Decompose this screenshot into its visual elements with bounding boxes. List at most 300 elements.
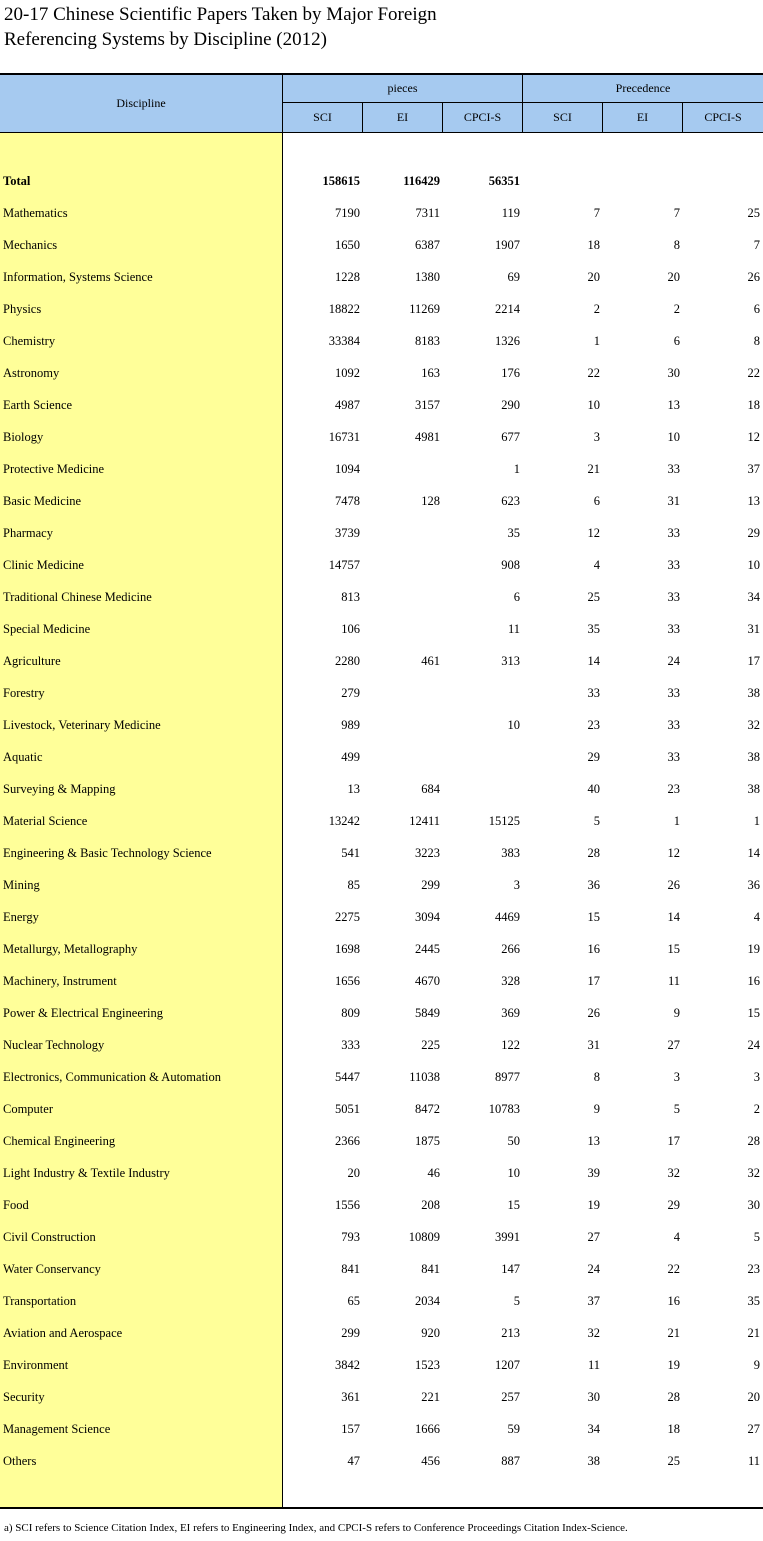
cell-pieces-ei: 8183: [415, 334, 440, 348]
cell-precedence-sci: 5: [593, 814, 600, 828]
discipline-name: Light Industry & Textile Industry: [3, 1166, 170, 1180]
discipline-name: Clinic Medicine: [3, 558, 84, 572]
table-row: [0, 517, 763, 549]
cell-precedence-sci: 28: [587, 846, 600, 860]
cell-pieces-ei: 1666: [415, 1422, 440, 1436]
cell-pieces-sci: 16731: [328, 430, 360, 444]
cell-precedence-cpci-s: 24: [747, 1038, 760, 1052]
cell-precedence-ei: 5: [673, 1102, 680, 1116]
table-row: [0, 453, 763, 485]
cell-precedence-cpci-s: 7: [753, 238, 760, 252]
cell-precedence-cpci-s: 31: [747, 622, 760, 636]
cell-precedence-sci: 6: [593, 494, 600, 508]
cell-pieces-ei: [363, 581, 440, 613]
cell-pieces-ei: [363, 741, 440, 773]
discipline-name: Information, Systems Science: [3, 270, 153, 284]
cell-pieces-ei: 163: [421, 366, 440, 380]
footnote: a) SCI refers to Science Citation Index, EI refers to Engineering Index, and CPCI-S refers to Conference Proceedings Citation Index-Science.: [4, 1522, 628, 1534]
cell-pieces-sci: 14757: [328, 558, 360, 572]
header-divider: [602, 102, 603, 133]
cell-pieces-sci: 7478: [335, 494, 360, 508]
cell-pieces-ei: 10809: [408, 1230, 440, 1244]
cell-precedence-ei: 9: [673, 1006, 680, 1020]
cell-pieces-cpci-s: 122: [501, 1038, 520, 1052]
discipline-name: Energy: [3, 910, 39, 924]
table-row: [0, 1445, 763, 1477]
cell-precedence-cpci-s: 4: [753, 910, 760, 924]
cell-pieces-sci: 813: [341, 590, 360, 604]
cell-precedence-cpci-s: 30: [747, 1198, 760, 1212]
cell-pieces-ei: [363, 613, 440, 645]
table-row: [0, 581, 763, 613]
cell-precedence-cpci-s: 11: [747, 1454, 760, 1468]
cell-pieces-sci: 157: [341, 1422, 360, 1436]
cell-precedence-cpci-s: 23: [747, 1262, 760, 1276]
cell-precedence-sci: 32: [587, 1326, 600, 1340]
cell-precedence-ei: 33: [667, 558, 680, 572]
cell-pieces-sci: 158615: [322, 174, 360, 188]
discipline-name: Traditional Chinese Medicine: [3, 590, 152, 604]
cell-precedence-sci: 10: [587, 398, 600, 412]
header-divider: [282, 75, 283, 133]
cell-pieces-sci: 3842: [335, 1358, 360, 1372]
cell-pieces-ei: [363, 549, 440, 581]
cell-precedence-ei: 28: [667, 1390, 680, 1404]
table-row: [0, 229, 763, 261]
cell-precedence-sci: 11: [587, 1358, 600, 1372]
cell-precedence-ei: 22: [667, 1262, 680, 1276]
cell-precedence-sci: 19: [587, 1198, 600, 1212]
cell-precedence-sci: 14: [587, 654, 600, 668]
cell-precedence-sci: 8: [593, 1070, 600, 1084]
cell-pieces-sci: 1228: [335, 270, 360, 284]
cell-precedence-sci: 37: [587, 1294, 600, 1308]
cell-pieces-sci: 85: [347, 878, 360, 892]
cell-pieces-sci: 1656: [335, 974, 360, 988]
cell-precedence-sci: 7: [593, 206, 600, 220]
cell-pieces-sci: 793: [341, 1230, 360, 1244]
header-divider: [283, 102, 763, 103]
cell-precedence-cpci-s: 1: [753, 814, 760, 828]
cell-precedence-ei: 27: [667, 1038, 680, 1052]
cell-pieces-cpci-s: 257: [501, 1390, 520, 1404]
cell-pieces-ei: [363, 677, 440, 709]
cell-precedence-sci: 26: [587, 1006, 600, 1020]
discipline-name: Mechanics: [3, 238, 58, 252]
cell-precedence-ei: 11: [667, 974, 680, 988]
table-row: [0, 1349, 763, 1381]
cell-pieces-cpci-s: 677: [501, 430, 520, 444]
cell-precedence-ei: 17: [667, 1134, 680, 1148]
cell-precedence-sci: 17: [587, 974, 600, 988]
cell-precedence-ei: 33: [667, 686, 680, 700]
table-row: [0, 613, 763, 645]
cell-precedence-sci: 4: [593, 558, 600, 572]
cell-precedence-sci: 36: [587, 878, 600, 892]
table-row: [0, 389, 763, 421]
cell-precedence-cpci-s: 10: [747, 558, 760, 572]
cell-pieces-ei: 225: [421, 1038, 440, 1052]
cell-pieces-ei: 11269: [409, 302, 440, 316]
cell-pieces-sci: 499: [341, 750, 360, 764]
cell-precedence-cpci-s: 32: [747, 1166, 760, 1180]
cell-precedence-sci: 18: [587, 238, 600, 252]
cell-pieces-sci: 65: [347, 1294, 360, 1308]
discipline-name: Biology: [3, 430, 44, 444]
cell-precedence-ei: 33: [667, 718, 680, 732]
cell-pieces-ei: 920: [421, 1326, 440, 1340]
discipline-name: Food: [3, 1198, 29, 1212]
cell-pieces-cpci-s: 1: [513, 462, 520, 476]
cell-precedence-cpci-s: 17: [747, 654, 760, 668]
cell-pieces-ei: 221: [421, 1390, 440, 1404]
discipline-name: Nuclear Technology: [3, 1038, 105, 1052]
table-row: [0, 1061, 763, 1093]
cell-precedence-sci: 1: [593, 334, 600, 348]
cell-precedence-ei: 10: [667, 430, 680, 444]
cell-precedence-cpci-s: 22: [747, 366, 760, 380]
cell-pieces-ei: 12411: [409, 814, 440, 828]
cell-precedence-cpci-s: 16: [747, 974, 760, 988]
table-row: [0, 1189, 763, 1221]
cell-precedence-cpci-s: 38: [747, 750, 760, 764]
cell-pieces-cpci-s: 328: [501, 974, 520, 988]
table-row: [0, 549, 763, 581]
table-row: [0, 1221, 763, 1253]
cell-precedence-sci: 15: [587, 910, 600, 924]
cell-pieces-ei: 7311: [415, 206, 440, 220]
cell-precedence-sci: 27: [587, 1230, 600, 1244]
table-row: [0, 1381, 763, 1413]
discipline-name: Transportation: [3, 1294, 77, 1308]
cell-precedence-cpci-s: 27: [747, 1422, 760, 1436]
table-row: [0, 1125, 763, 1157]
cell-precedence-ei: 21: [667, 1326, 680, 1340]
header-divider: [362, 102, 363, 133]
cell-pieces-ei: 3094: [415, 910, 440, 924]
cell-pieces-cpci-s: 8977: [495, 1070, 520, 1084]
discipline-name: Earth Science: [3, 398, 73, 412]
table-row: [0, 1413, 763, 1445]
cell-pieces-sci: 106: [341, 622, 360, 636]
cell-pieces-ei: 2445: [415, 942, 440, 956]
cell-precedence-sci: 34: [587, 1422, 600, 1436]
cell-pieces-ei: 128: [421, 494, 440, 508]
discipline-name: Machinery, Instrument: [3, 974, 117, 988]
table-row: [0, 1253, 763, 1285]
cell-pieces-ei: 461: [421, 654, 440, 668]
cell-pieces-cpci-s: 908: [501, 558, 520, 572]
cell-precedence-ei: 2: [673, 302, 680, 316]
cell-pieces-cpci-s: 887: [501, 1454, 520, 1468]
discipline-name: Special Medicine: [3, 622, 91, 636]
table-row: [0, 197, 763, 229]
cell-pieces-ei: 11038: [409, 1070, 440, 1084]
cell-pieces-sci: 18822: [328, 302, 360, 316]
cell-precedence-cpci-s: 2: [753, 1102, 760, 1116]
discipline-name: Mathematics: [3, 206, 68, 220]
cell-precedence-ei: 29: [667, 1198, 680, 1212]
discipline-name: Chemistry: [3, 334, 56, 348]
cell-precedence-sci: 22: [587, 366, 600, 380]
cell-pieces-cpci-s: 69: [507, 270, 520, 284]
cell-precedence-ei: 30: [667, 366, 680, 380]
cell-pieces-sci: 13242: [328, 814, 360, 828]
cell-pieces-cpci-s: 6: [513, 590, 520, 604]
cell-pieces-cpci-s: 15125: [488, 814, 520, 828]
cell-precedence-sci: 20: [587, 270, 600, 284]
table-row: [0, 1285, 763, 1317]
cell-precedence-cpci-s: 12: [747, 430, 760, 444]
cell-precedence-cpci-s: [683, 165, 760, 197]
cell-pieces-ei: [363, 453, 440, 485]
discipline-name: Water Conservancy: [3, 1262, 101, 1276]
cell-precedence-ei: 25: [667, 1454, 680, 1468]
cell-pieces-cpci-s: 4469: [495, 910, 520, 924]
cell-pieces-cpci-s: 3991: [495, 1230, 520, 1244]
cell-precedence-cpci-s: 20: [747, 1390, 760, 1404]
cell-precedence-cpci-s: 6: [753, 302, 760, 316]
cell-precedence-sci: 29: [587, 750, 600, 764]
table-row: [0, 677, 763, 709]
cell-precedence-cpci-s: 35: [747, 1294, 760, 1308]
cell-pieces-cpci-s: [443, 677, 520, 709]
cell-precedence-cpci-s: 19: [747, 942, 760, 956]
cell-precedence-cpci-s: 28: [747, 1134, 760, 1148]
cell-precedence-cpci-s: 38: [747, 686, 760, 700]
header-pieces-sci: SCI: [283, 103, 362, 132]
cell-precedence-ei: 19: [667, 1358, 680, 1372]
discipline-name: Physics: [3, 302, 42, 316]
cell-precedence-sci: 16: [587, 942, 600, 956]
discipline-name: Forestry: [3, 686, 45, 700]
cell-pieces-sci: 1092: [335, 366, 360, 380]
cell-precedence-cpci-s: 25: [747, 206, 760, 220]
cell-pieces-cpci-s: 213: [501, 1326, 520, 1340]
cell-precedence-sci: 35: [587, 622, 600, 636]
cell-pieces-sci: 1556: [335, 1198, 360, 1212]
cell-precedence-cpci-s: 5: [753, 1230, 760, 1244]
cell-pieces-cpci-s: 1207: [495, 1358, 520, 1372]
cell-pieces-sci: 333: [341, 1038, 360, 1052]
cell-precedence-ei: 6: [673, 334, 680, 348]
cell-pieces-cpci-s: 1326: [495, 334, 520, 348]
cell-pieces-sci: 2275: [335, 910, 360, 924]
cell-pieces-sci: 989: [341, 718, 360, 732]
cell-precedence-ei: 16: [667, 1294, 680, 1308]
cell-precedence-cpci-s: 36: [747, 878, 760, 892]
table-row: [0, 709, 763, 741]
discipline-name: Basic Medicine: [3, 494, 82, 508]
title-line-2: Referencing Systems by Discipline (2012): [4, 29, 327, 50]
table-row: [0, 741, 763, 773]
cell-pieces-ei: 4670: [415, 974, 440, 988]
header-divider: [682, 102, 683, 133]
table-row: [0, 933, 763, 965]
cell-precedence-cpci-s: 15: [747, 1006, 760, 1020]
cell-precedence-ei: 31: [667, 494, 680, 508]
discipline-name: Environment: [3, 1358, 69, 1372]
table-row: [0, 1317, 763, 1349]
cell-pieces-ei: 299: [421, 878, 440, 892]
cell-precedence-ei: 33: [667, 622, 680, 636]
cell-pieces-ei: [363, 709, 440, 741]
cell-pieces-sci: 1698: [335, 942, 360, 956]
cell-pieces-cpci-s: 15: [507, 1198, 520, 1212]
cell-precedence-sci: 40: [587, 782, 600, 796]
discipline-name: Protective Medicine: [3, 462, 105, 476]
cell-precedence-ei: 13: [667, 398, 680, 412]
cell-precedence-ei: 20: [667, 270, 680, 284]
discipline-name: Civil Construction: [3, 1230, 96, 1244]
cell-pieces-ei: 3157: [415, 398, 440, 412]
cell-pieces-ei: 2034: [415, 1294, 440, 1308]
table-row: [0, 357, 763, 389]
cell-precedence-ei: [603, 165, 680, 197]
cell-pieces-ei: 1523: [415, 1358, 440, 1372]
cell-pieces-ei: 3223: [415, 846, 440, 860]
cell-precedence-sci: [523, 165, 600, 197]
cell-precedence-cpci-s: 34: [747, 590, 760, 604]
table-row: [0, 837, 763, 869]
cell-pieces-cpci-s: 5: [513, 1294, 520, 1308]
cell-pieces-sci: 33384: [328, 334, 360, 348]
cell-precedence-sci: 25: [587, 590, 600, 604]
table-row-total: [0, 165, 763, 197]
table-row: [0, 997, 763, 1029]
cell-precedence-ei: 32: [667, 1166, 680, 1180]
cell-pieces-cpci-s: 147: [501, 1262, 520, 1276]
cell-precedence-cpci-s: 18: [747, 398, 760, 412]
discipline-name: Mining: [3, 878, 40, 892]
cell-precedence-sci: 33: [587, 686, 600, 700]
cell-precedence-sci: 21: [587, 462, 600, 476]
discipline-name: Chemical Engineering: [3, 1134, 116, 1148]
cell-precedence-ei: 4: [673, 1230, 680, 1244]
table-row: [0, 325, 763, 357]
header-precedence-ei: EI: [603, 103, 682, 132]
cell-pieces-sci: 279: [341, 686, 360, 700]
discipline-name: Livestock, Veterinary Medicine: [3, 718, 161, 732]
header-divider: [442, 102, 443, 133]
cell-pieces-cpci-s: 176: [501, 366, 520, 380]
cell-precedence-ei: 33: [667, 462, 680, 476]
cell-precedence-ei: 24: [667, 654, 680, 668]
table-row: [0, 293, 763, 325]
cell-precedence-ei: 12: [667, 846, 680, 860]
cell-pieces-ei: 46: [427, 1166, 440, 1180]
discipline-name: Pharmacy: [3, 526, 53, 540]
discipline-name: Surveying & Mapping: [3, 782, 116, 796]
cell-precedence-cpci-s: 13: [747, 494, 760, 508]
header-discipline: Discipline: [0, 75, 282, 132]
cell-pieces-sci: 2366: [335, 1134, 360, 1148]
cell-pieces-cpci-s: 11: [507, 622, 520, 636]
cell-precedence-cpci-s: 21: [747, 1326, 760, 1340]
cell-pieces-cpci-s: [443, 741, 520, 773]
cell-pieces-ei: 684: [421, 782, 440, 796]
discipline-name: Agriculture: [3, 654, 61, 668]
discipline-name: Electronics, Communication & Automation: [3, 1070, 222, 1084]
cell-precedence-sci: 23: [587, 718, 600, 732]
cell-precedence-ei: 26: [667, 878, 680, 892]
cell-pieces-sci: 841: [341, 1262, 360, 1276]
cell-pieces-ei: 1875: [415, 1134, 440, 1148]
table-row: [0, 1093, 763, 1125]
cell-pieces-cpci-s: 1907: [495, 238, 520, 252]
header-pieces: pieces: [283, 75, 522, 102]
table-row: [0, 869, 763, 901]
cell-pieces-cpci-s: 119: [501, 206, 520, 220]
discipline-name: Management Science: [3, 1422, 111, 1436]
cell-pieces-cpci-s: 10783: [488, 1102, 520, 1116]
cell-pieces-ei: 4981: [415, 430, 440, 444]
table-row: [0, 1029, 763, 1061]
header-precedence-cpci-s: CPCI-S: [683, 103, 763, 132]
cell-precedence-ei: 33: [667, 750, 680, 764]
cell-pieces-sci: 2280: [335, 654, 360, 668]
cell-pieces-cpci-s: 266: [501, 942, 520, 956]
discipline-name: Security: [3, 1390, 45, 1404]
cell-pieces-sci: 1650: [335, 238, 360, 252]
table-row: [0, 805, 763, 837]
cell-precedence-sci: 12: [587, 526, 600, 540]
table-row: [0, 773, 763, 805]
discipline-name: Metallurgy, Metallography: [3, 942, 138, 956]
cell-pieces-ei: [363, 517, 440, 549]
cell-precedence-ei: 8: [673, 238, 680, 252]
discipline-name: Computer: [3, 1102, 53, 1116]
table-row: [0, 1157, 763, 1189]
cell-precedence-ei: 33: [667, 590, 680, 604]
cell-precedence-sci: 38: [587, 1454, 600, 1468]
cell-pieces-sci: 47: [347, 1454, 360, 1468]
discipline-name: Aquatic: [3, 750, 43, 764]
table-row: [0, 421, 763, 453]
cell-precedence-cpci-s: 38: [747, 782, 760, 796]
cell-pieces-cpci-s: 56351: [488, 174, 520, 188]
cell-precedence-sci: 2: [593, 302, 600, 316]
cell-precedence-ei: 18: [667, 1422, 680, 1436]
cell-pieces-sci: 20: [347, 1166, 360, 1180]
table-bottom-rule: [0, 1507, 763, 1509]
cell-precedence-cpci-s: 32: [747, 718, 760, 732]
table-row: [0, 901, 763, 933]
cell-pieces-sci: 299: [341, 1326, 360, 1340]
cell-pieces-ei: 8472: [415, 1102, 440, 1116]
cell-precedence-sci: 9: [593, 1102, 600, 1116]
table-row: [0, 645, 763, 677]
discipline-name: Power & Electrical Engineering: [3, 1006, 164, 1020]
cell-pieces-cpci-s: [443, 773, 520, 805]
cell-precedence-cpci-s: 8: [753, 334, 760, 348]
cell-pieces-ei: 841: [421, 1262, 440, 1276]
cell-precedence-sci: 39: [587, 1166, 600, 1180]
cell-pieces-cpci-s: 59: [507, 1422, 520, 1436]
cell-precedence-ei: 3: [673, 1070, 680, 1084]
table-row: [0, 485, 763, 517]
cell-precedence-sci: 13: [587, 1134, 600, 1148]
discipline-name: Astronomy: [3, 366, 60, 380]
cell-pieces-ei: 5849: [415, 1006, 440, 1020]
cell-pieces-sci: 4987: [335, 398, 360, 412]
cell-pieces-sci: 5051: [335, 1102, 360, 1116]
cell-precedence-ei: 23: [667, 782, 680, 796]
cell-precedence-cpci-s: 9: [753, 1358, 760, 1372]
cell-pieces-ei: 116429: [403, 174, 440, 188]
cell-pieces-sci: 13: [347, 782, 360, 796]
table-row: [0, 261, 763, 293]
